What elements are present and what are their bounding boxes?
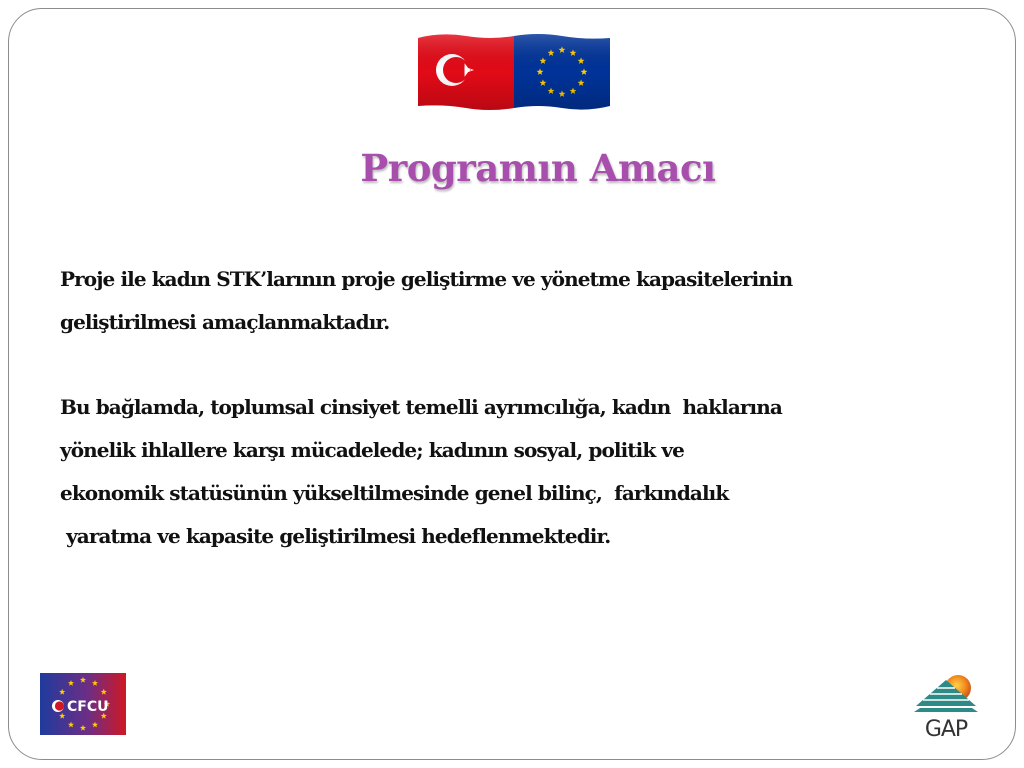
body-line: Proje ile kadın STK’larının proje geliştirme ve yönetme kapasitelerinin bbox=[60, 267, 793, 291]
gap-label: GAP bbox=[924, 717, 968, 740]
body-line: geliştirilmesi amaçlanmaktadır. bbox=[60, 310, 390, 334]
slide-title: Programın Amacı bbox=[360, 146, 716, 190]
eu-flag-icon bbox=[514, 34, 610, 110]
flags-banner bbox=[416, 30, 612, 112]
cfcu-label: CFCU bbox=[67, 699, 109, 715]
body-line: Bu bağlamda, toplumsal cinsiyet temelli ayrımcılığa, kadın haklarına bbox=[60, 395, 782, 419]
slide-body bbox=[60, 258, 1000, 558]
gap-logo-icon bbox=[906, 672, 986, 740]
turkey-flag-icon bbox=[418, 34, 514, 110]
cfcu-logo-icon bbox=[40, 673, 126, 735]
body-line: yönelik ihlallere karşı mücadelede; kadının sosyal, politik ve bbox=[60, 438, 684, 462]
body-line: yaratma ve kapasite geliştirilmesi hedeflenmektedir. bbox=[60, 524, 611, 548]
body-line: ekonomik statüsünün yükseltilmesinde genel bilinç, farkındalık bbox=[60, 481, 729, 505]
